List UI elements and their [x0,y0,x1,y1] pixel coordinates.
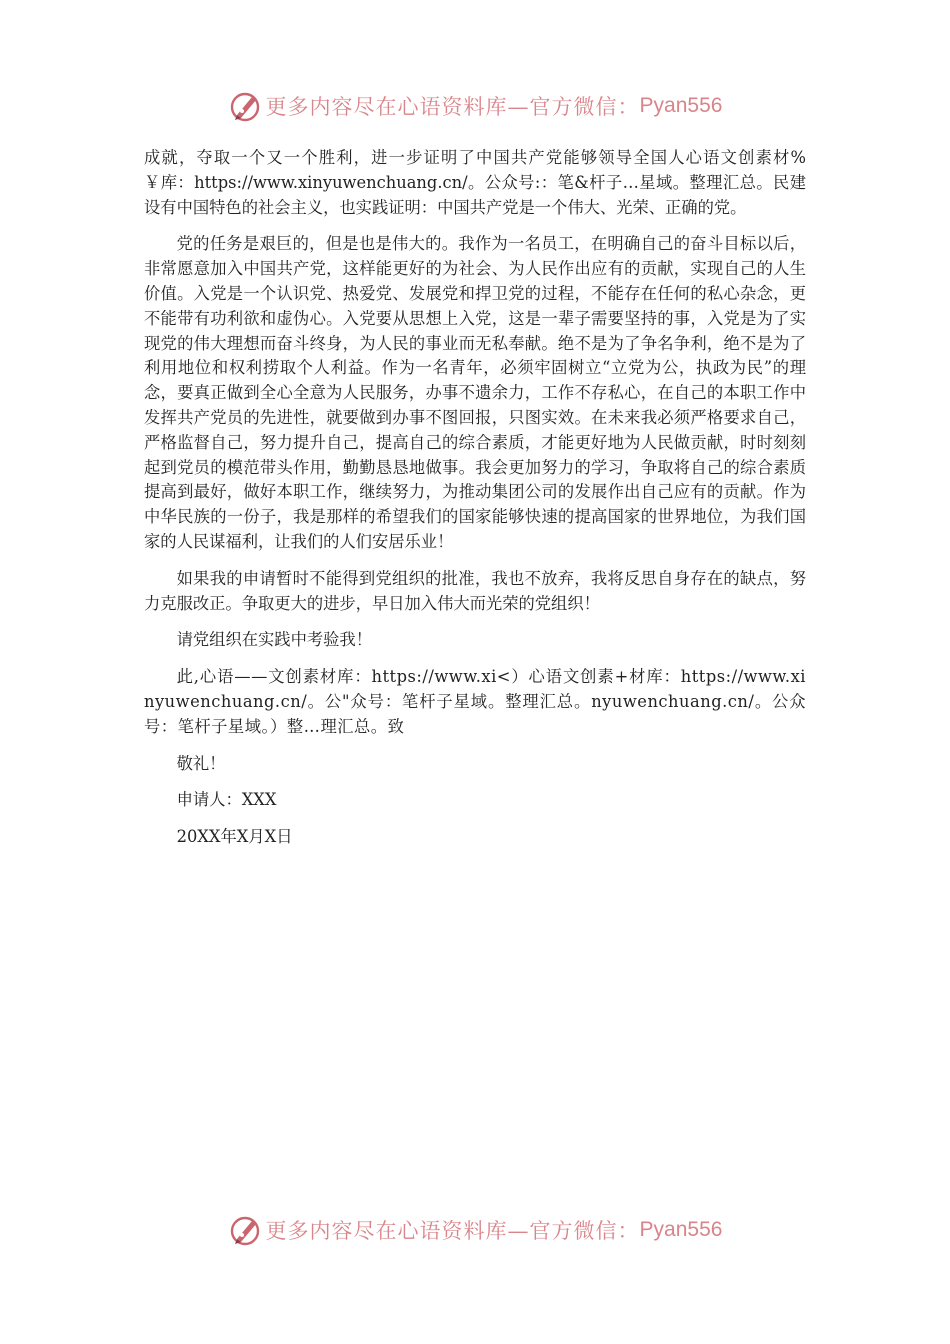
paragraph-4: 请党组织在实践中考验我！ [176,630,372,650]
pen-logo-icon [228,89,262,123]
header-wechat-id: Pyan556 [639,94,723,117]
pen-logo-icon [228,1213,262,1247]
date-line: 20XX年X月X日 [176,827,293,847]
footer-banner [0,1210,950,1250]
paragraph-5: 此,心语——文创素材库：https://www.xi<）心语文创素+材库：https://www.xinyuwenchuang.cn/。公"众号：笔杆子星域。整理汇总。nyuwenchuang.cn/。公众号：笔杆子星域。）整…理汇总。致 [144,667,806,736]
document-body [144,146,806,862]
header-banner-text: 更多内容尽在心语资料库—官方微信： [265,95,640,119]
paragraph-1: 成就，夺取一个又一个胜利，进一步证明了中国共产党能够领导全国人心语文创素材%￥库：https://www.xinyuwenchuang.cn/。公众号:：笔&杆子…星域。整理汇总。民建设有中国特色的社会主义，也实践证明：中国共产党是一个伟大、光荣、正确的党。 [144,148,806,217]
paragraph-2: 党的任务是艰巨的，但是也是伟大的。我作为一名员工，在明确自己的奋斗目标以后，非常愿意加入中国共产党，这样能更好的为社会、为人民作出应有的贡献，实现自己的人生价值。入党是一个认识党、热爱党、发展党和捍卫党的过程，不能存在任何的私心杂念，更不能带有功利欲和虚伪心。入党要从思想上入党，这是一辈子需要坚持的事，入党是为了实现党的伟大理想而奋斗终身，为人民的事业而无私奉献。绝不是为了争名争利，绝不是为了利用地位和权利捞取个人利益。作为一名青年，必须牢固树立“立党为公，执政为民”的理念，要真正做到全心全意为人民服务，办事不遗余力，工作不存私心，在自己的本职工作中发挥共产党员的先进性，就要做到办事不图回报，只图实效。在未来我必须严格要求自己，严格监督自己，努力提升自己，提高自己的综合素质，才能更好地为人民做贡献，时时刻刻起到党员的模范带头作用，勤勤恳恳地做事。我会更加努力的学习，争取将自己的综合素质提高到最好，做好本职工作，继续努力，为推动集团公司的发展作出自己应有的贡献。作为中华民族的一份子，我是那样的希望我们的国家能够快速的提高国家的世界地位，为我们国家的人民谋福利，让我们的人们安居乐业！ [144,234,806,551]
footer-banner-text: 更多内容尽在心语资料库—官方微信： [265,1219,640,1243]
applicant-line: 申请人：XXX [176,790,277,810]
salutation: 敬礼！ [176,753,226,773]
footer-wechat-id: Pyan556 [639,1218,723,1241]
header-banner [0,86,950,126]
paragraph-3: 如果我的申请暂时不能得到党组织的批准，我也不放弃，我将反思自身存在的缺点，努力克服改正。争取更大的进步，早日加入伟大而光荣的党组织！ [144,568,806,613]
